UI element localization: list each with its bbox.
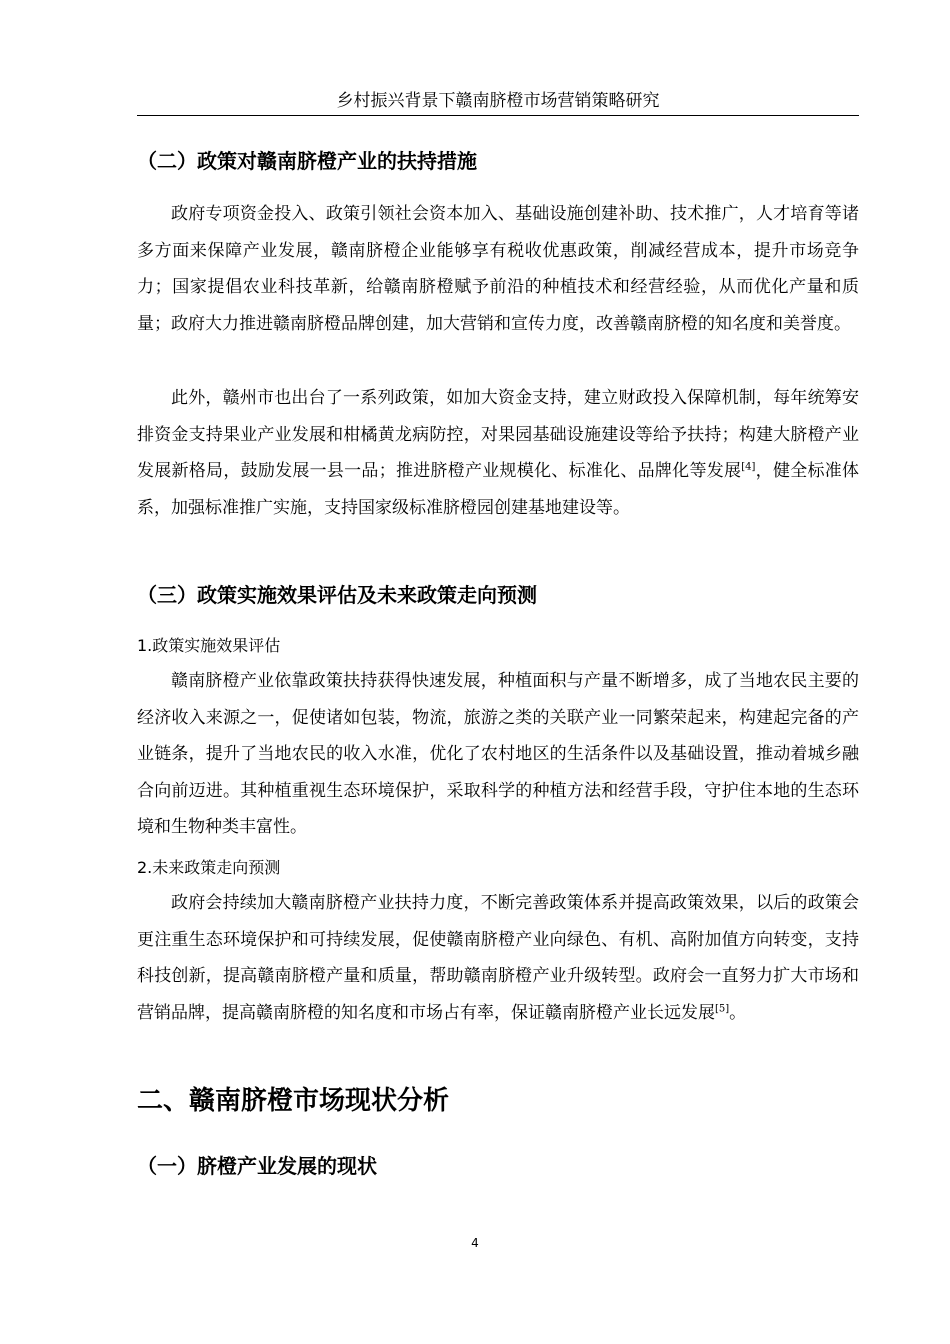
subsection-heading-future-policy: 2.未来政策走向预测 xyxy=(137,858,281,877)
paragraph-text: 政府会持续加大赣南脐橙产业扶持力度，不断完善政策体系并提高政策效果，以后的政策会更注重生态环境保护和可持续发展，促使赣南脐橙产业向绿色、有机、高附加值方向转变，支持科技创新，提高赣南脐橙产量和质量，帮助赣南脐橙产业升级转型。政府会一直努力扩大市场和营销品牌，提高赣南脐橙的知名度和市场占有率，保证赣南脐橙产业长远发展 xyxy=(137,893,859,1023)
section-heading-policy-support: （二）政策对赣南脐橙产业的扶持措施 xyxy=(137,149,477,173)
subsection-heading-effect-evaluation: 1.政策实施效果评估 xyxy=(137,636,281,655)
paragraph-effect-evaluation: 赣南脐橙产业依靠政策扶持获得快速发展，种植面积与产量不断增多，成了当地农民主要的经济收入来源之一，促使诸如包装，物流，旅游之类的关联产业一同繁荣起来，构建起完备的产业链条，提升了当地农民的收入水准，优化了农村地区的生活条件以及基础设置，推动着城乡融合向前迈进。其种植重视生态环境保护，采取科学的种植方法和经营手段，守护住本地的生态环境和生物种类丰富性。 xyxy=(137,671,859,837)
citation-ref: [4] xyxy=(741,461,756,473)
page-number: 4 xyxy=(471,1236,479,1250)
paragraph-future-policy xyxy=(137,885,859,1031)
chapter-heading-market-analysis: 二、赣南脐橙市场现状分析 xyxy=(137,1086,450,1116)
citation-ref: [5] xyxy=(715,1002,730,1014)
section-heading-industry-status: （一）脐橙产业发展的现状 xyxy=(137,1154,377,1178)
paragraph-text: 。 xyxy=(729,1002,747,1023)
paragraph-text: 此外，赣州市也出台了一系列政策，如加大资金支持，建立财政投入保障机制，每年统筹安排资金支持果业产业发展和柑橘黄龙病防控，对果园基础设施建设等给予扶持；构建大脐橙产业发展新格局，鼓励发展一县一品；推进脐橙产业规模化、标准化、品牌化等发展 xyxy=(137,388,859,481)
section-heading-policy-evaluation: （三）政策实施效果评估及未来政策走向预测 xyxy=(137,583,537,607)
running-header: 乡村振兴背景下赣南脐橙市场营销策略研究 xyxy=(137,88,859,116)
paragraph-ganzhou-policies xyxy=(137,380,859,526)
paragraph-text: ，健全标准体系，加强标准推广实施，支持国家级标准脐橙园创建基地建设等。 xyxy=(137,461,860,518)
paragraph-policy-measures: 政府专项资金投入、政策引领社会资本加入、基础设施创建补助、技术推广，人才培育等诸多方面来保障产业发展，赣南脐橙企业能够享有税收优惠政策，削减经营成本，提升市场竞争力；国家提倡农业科技革新，给赣南脐橙赋予前沿的种植技术和经营经验，从而优化产量和质量；政府大力推进赣南脐橙品牌创建，加大营销和宣传力度，改善赣南脐橙的知名度和美誉度。 xyxy=(137,204,859,334)
